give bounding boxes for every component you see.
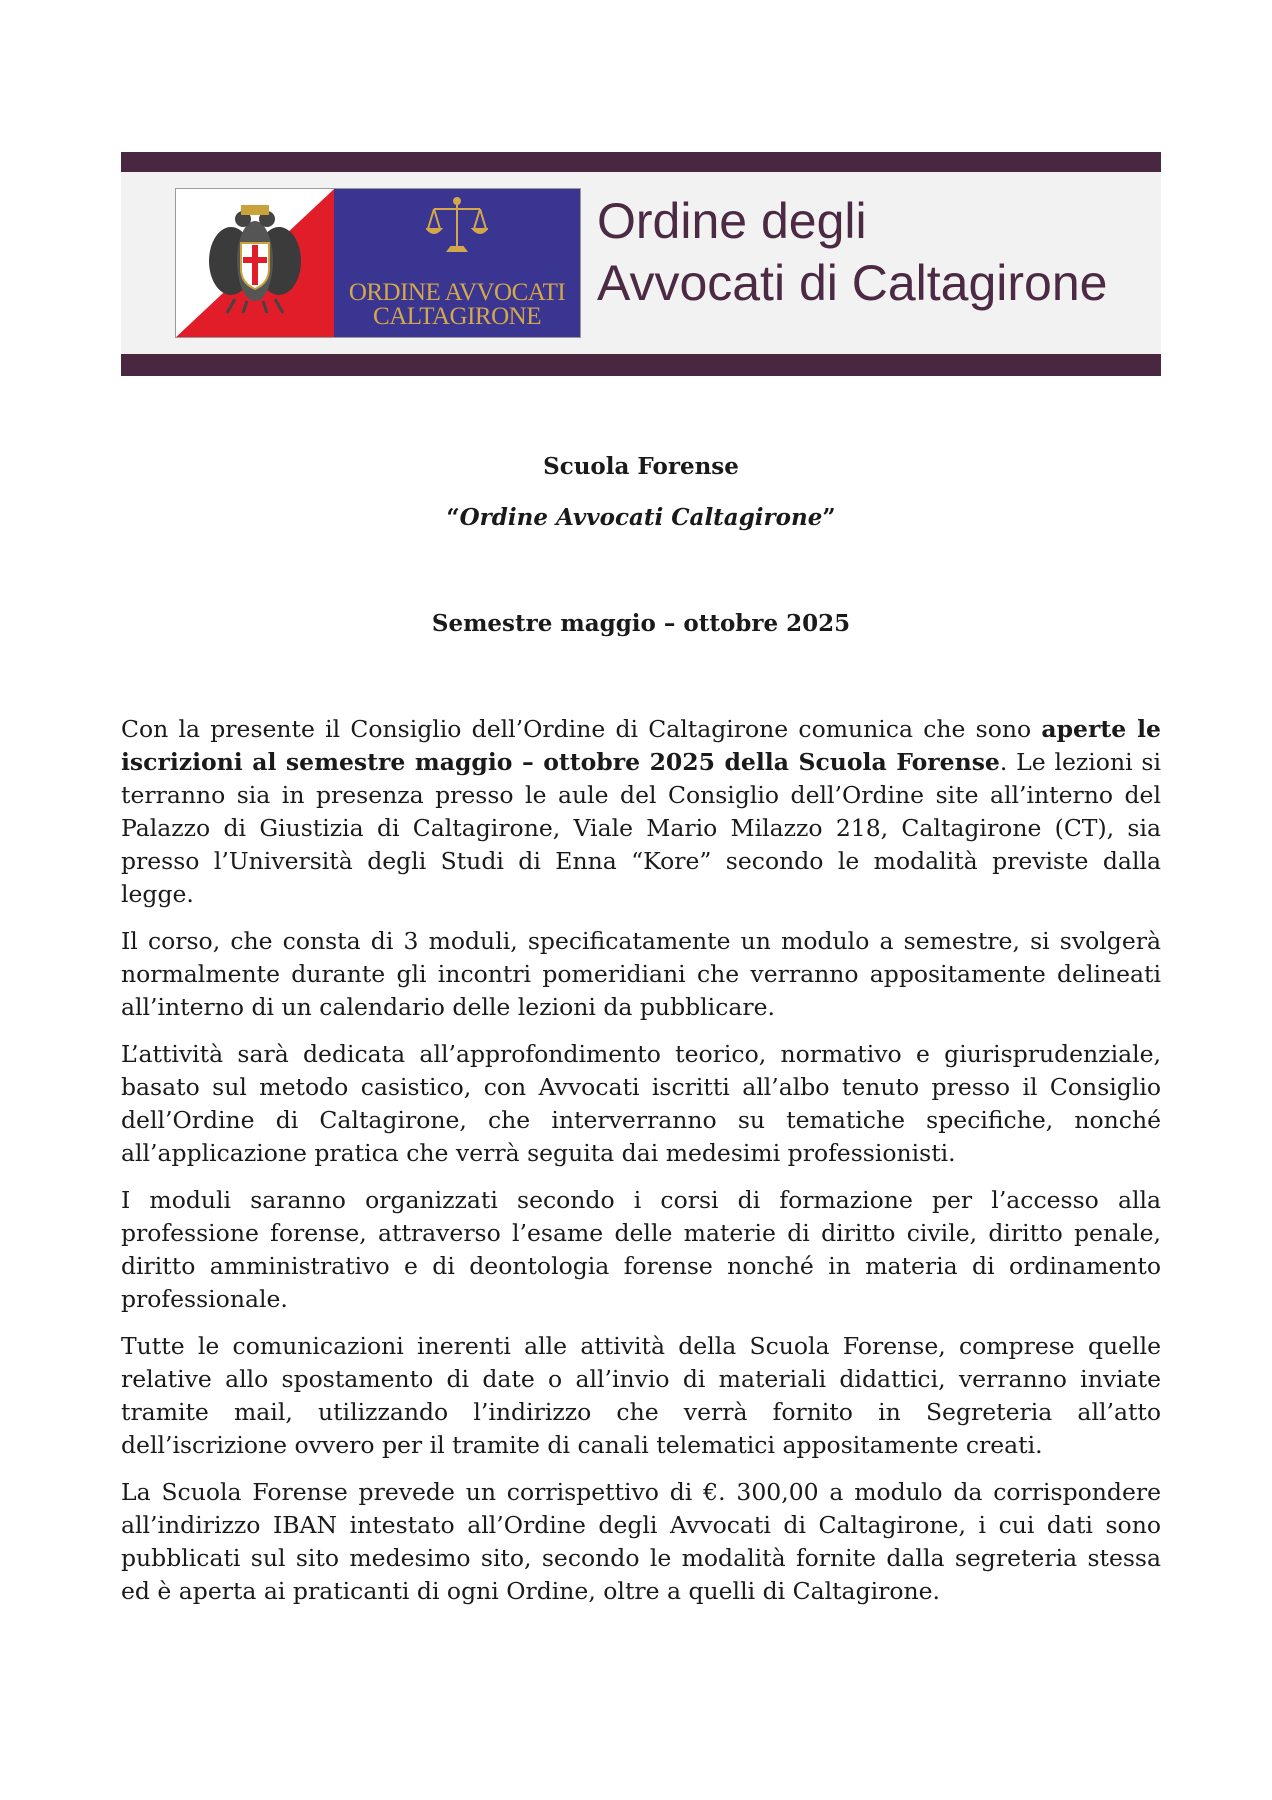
paragraph-1-text-a: Con la presente il Consiglio dell’Ordine di Caltagirone comunica che sono xyxy=(121,715,1042,743)
paragraph-1-bold: aperte le iscrizioni al semestre maggio – ottobre 2025 della Scuola Forense xyxy=(121,715,1161,776)
paragraph-6: La Scuola Forense prevede un corrispettivo di €. 300,00 a modulo da corrispondere all’indirizzo IBAN intestato all’Ordine degli Avvocati di Caltagirone, i cui dati sono pubblicati sul sito medesimo sito, secondo le modalità fornite dalla segreteria stessa ed è aperta ai praticanti di ogni Ordine, oltre a quelli di Caltagirone. xyxy=(121,1478,1161,1605)
document-body xyxy=(121,713,1161,1622)
document-subtitle xyxy=(121,504,1161,531)
semester-heading: Semestre maggio – ottobre 2025 xyxy=(431,610,851,637)
coat-of-arms-icon xyxy=(176,189,334,337)
quote-close: ” xyxy=(822,504,836,531)
paragraph-3: L’attività sarà dedicata all’approfondimento teorico, normativo e giurisprudenziale, basato sul metodo casistico, con Avvocati iscritti all’albo tenuto presso il Consiglio dell’Ordine di Caltagirone, che interverranno su tematiche specifiche, nonché all’applicazione pratica che verrà seguita dai medesimi professionisti. xyxy=(121,1040,1161,1167)
org-name-line1: Ordine degli xyxy=(597,193,867,249)
document-title: Scuola Forense xyxy=(543,453,739,480)
quote-open: “ xyxy=(446,504,460,531)
logo xyxy=(175,188,581,338)
logo-text-line2: CALTAGIRONE xyxy=(373,303,541,330)
paragraph-1-text-b: . Le lezioni si terranno sia in presenza presso le aule del Consiglio dell’Ordine site all’interno del Palazzo di Giustizia di Caltagirone, Viale Mario Milazzo 218, Caltagirone (CT), sia presso l’Università degli Studi di Enna “Kore” secondo le modalità previste dalla legge. xyxy=(121,748,1161,908)
paragraph-1 xyxy=(121,713,1161,911)
logo-text-line1: ORDINE AVVOCATI xyxy=(348,279,566,306)
header-bottom-bar xyxy=(121,354,1161,376)
scales-of-justice-icon xyxy=(426,195,488,257)
org-name-line2: Avvocati di Caltagirone xyxy=(597,255,1108,311)
header-top-bar xyxy=(121,152,1161,172)
paragraph-2: Il corso, che consta di 3 moduli, specificatamente un modulo a semestre, si svolgerà normalmente durante gli incontri pomeridiani che verranno appositamente delineati all’interno di un calendario delle lezioni da pubblicare. xyxy=(121,927,1161,1021)
paragraph-5: Tutte le comunicazioni inerenti alle attività della Scuola Forense, comprese quelle relative allo spostamento di date o all’invio di materiali didattici, verranno inviate tramite mail, utilizzando l’indirizzo che verrà fornito in Segreteria all’atto dell’iscrizione ovvero per il tramite di canali telematici appositamente creati. xyxy=(121,1332,1161,1459)
org-name xyxy=(597,190,1157,314)
subtitle-italic: Ordine Avvocati Caltagirone xyxy=(459,504,823,531)
logo-text xyxy=(334,281,580,329)
logo-blue-panel xyxy=(334,189,580,337)
paragraph-4: I moduli saranno organizzati secondo i corsi di formazione per l’accesso alla professione forense, attraverso l’esame delle materie di diritto civile, diritto penale, diritto amministrativo e di deontologia forense nonché in materia di ordinamento professionale. xyxy=(121,1186,1161,1313)
header-banner xyxy=(121,152,1161,376)
